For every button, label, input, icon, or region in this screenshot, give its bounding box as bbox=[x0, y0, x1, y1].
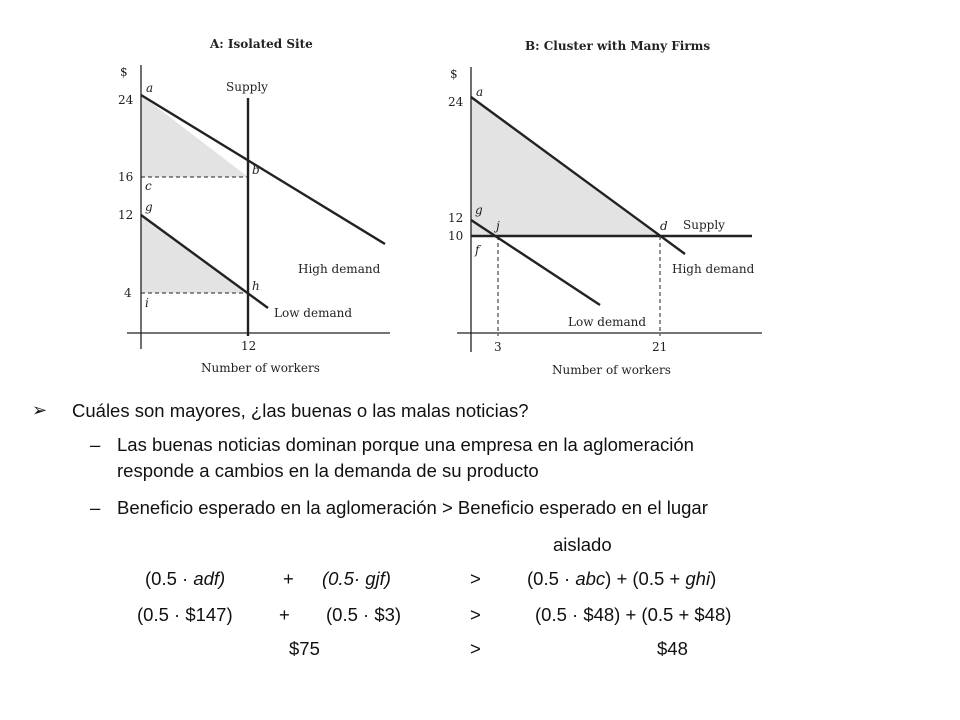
point-a: a bbox=[146, 81, 154, 95]
y-tick-10: 10 bbox=[448, 229, 464, 243]
supply-label: Supply bbox=[683, 218, 725, 232]
y-tick-12: 12 bbox=[118, 208, 134, 222]
x-tick-3: 3 bbox=[494, 340, 502, 354]
eq1-plus: + bbox=[283, 568, 294, 589]
arrow-bullet-icon: ➢ bbox=[32, 400, 48, 421]
point-g: g bbox=[475, 203, 483, 217]
eq3-gt: > bbox=[470, 638, 481, 659]
point-j: j bbox=[496, 219, 500, 233]
point-b: b bbox=[252, 163, 260, 177]
chart-a-title: A: Isolated Site bbox=[210, 37, 313, 51]
eq2-left1: (0.5 · $147) bbox=[137, 604, 233, 625]
point-g: g bbox=[145, 200, 153, 214]
chart-cluster-many-firms bbox=[430, 0, 770, 385]
y-tick-12: 12 bbox=[448, 211, 464, 225]
eq1-right: (0.5 · abc) + (0.5 + ghi) bbox=[527, 568, 717, 589]
point-f: f bbox=[475, 243, 480, 257]
point2-line2: aislado bbox=[553, 534, 612, 555]
shaded-area-abc bbox=[141, 95, 248, 177]
eq2-left2: (0.5 · $3) bbox=[326, 604, 402, 625]
eq2-gt: > bbox=[470, 604, 481, 625]
eq2-right: (0.5 · $48) + (0.5 + $48) bbox=[535, 604, 732, 625]
eq3-right: $48 bbox=[657, 638, 688, 659]
point-a: a bbox=[476, 85, 484, 99]
chart-b-title: B: Cluster with Many Firms bbox=[525, 39, 711, 53]
y-tick-24: 24 bbox=[448, 95, 464, 109]
y-unit-label: $ bbox=[120, 65, 128, 79]
eq3-left: $75 bbox=[289, 638, 320, 659]
high-demand-label: High demand bbox=[298, 262, 381, 276]
low-demand-label: Low demand bbox=[568, 315, 647, 329]
point1-line1: Las buenas noticias dominan porque una empresa en la aglomeración bbox=[117, 434, 694, 455]
y-tick-4: 4 bbox=[124, 286, 132, 300]
dash-bullet-2: – bbox=[90, 497, 101, 518]
y-tick-16: 16 bbox=[118, 170, 134, 184]
supply-label: Supply bbox=[226, 80, 268, 94]
x-axis-label: Number of workers bbox=[201, 361, 320, 375]
point2-line1: Beneficio esperado en la aglomeración > Beneficio esperado en el lugar bbox=[117, 497, 708, 518]
point-h: h bbox=[252, 279, 260, 293]
y-unit-label: $ bbox=[450, 67, 458, 81]
low-demand-label: Low demand bbox=[274, 306, 353, 320]
y-tick-24: 24 bbox=[118, 93, 134, 107]
question-text: Cuáles son mayores, ¿las buenas o las malas noticias? bbox=[72, 400, 529, 421]
x-axis-label: Number of workers bbox=[552, 363, 671, 377]
x-tick-12: 12 bbox=[241, 339, 257, 353]
eq1-gt: > bbox=[470, 568, 481, 589]
eq1-left2: (0.5· gjf) bbox=[322, 568, 391, 589]
point-c: c bbox=[145, 179, 152, 193]
point-i: i bbox=[145, 296, 149, 310]
high-demand-label: High demand bbox=[672, 262, 755, 276]
eq2-plus: + bbox=[279, 604, 290, 625]
point-d: d bbox=[660, 219, 668, 233]
chart-isolated-site bbox=[100, 0, 400, 385]
x-tick-21: 21 bbox=[652, 340, 668, 354]
eq1-left1: (0.5 · adf) bbox=[145, 568, 226, 589]
dash-bullet-1: – bbox=[90, 434, 101, 455]
point1-line2: responde a cambios en la demanda de su producto bbox=[117, 460, 539, 481]
